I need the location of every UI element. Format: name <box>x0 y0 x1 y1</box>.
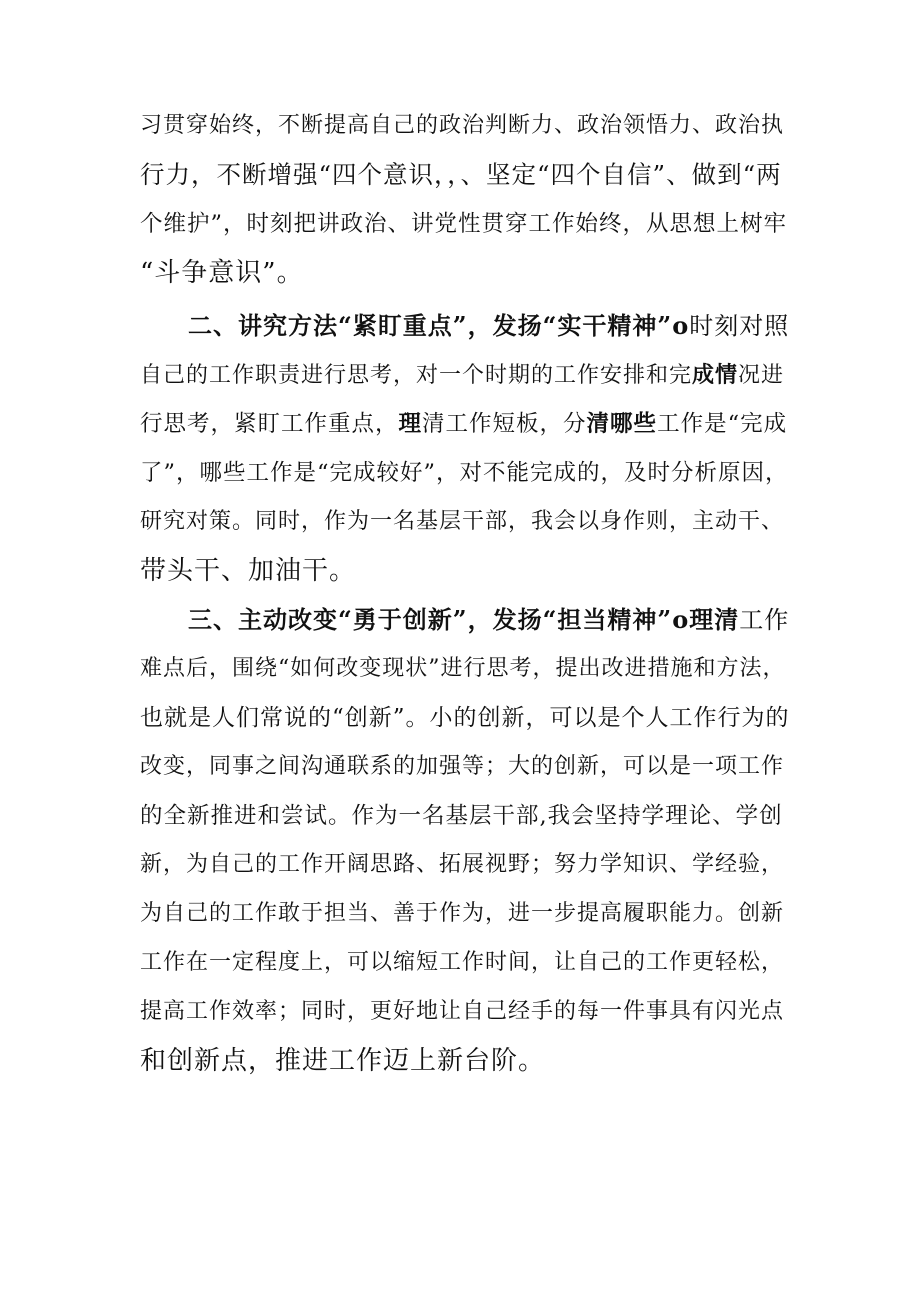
paragraph-2-line-3 <box>140 404 787 444</box>
text-run: 也就是人们常说的“创新”。小的创新，可以是个人工作行为的 <box>140 705 790 731</box>
paragraph-3-line-5 <box>140 796 783 836</box>
text-run: 清工作短板，分 <box>422 411 587 437</box>
text-run: 研究对策。同时，作为一名基层干部，我会以身作则，主动干、 <box>140 509 785 534</box>
text-run: 习贯穿始终，不断提高自己的政治判断力、政治领悟力、政治执 <box>140 113 785 138</box>
paragraph-3-line-7 <box>140 894 784 934</box>
section-heading-3: 三、主动改变“勇于创新”，发扬“担当精神”o <box>188 605 690 634</box>
paragraph-3-line-3 <box>140 698 790 738</box>
text-run: 和创新点，推进工作迈上新台阶。 <box>140 1046 546 1076</box>
text-run: 难点后，围绕“如何改变现状”进行思考，提出改进措施和方法， <box>140 656 786 681</box>
paragraph-3-line-2 <box>140 649 786 689</box>
paragraph-3-line-10 <box>140 1041 545 1081</box>
paragraph-3-line-9 <box>140 992 784 1032</box>
paragraph-2-line-2 <box>140 355 784 395</box>
text-run: 工作是“完成 <box>657 411 788 437</box>
text-run: 为自己的工作敢于担当、善于作为，进一步提高履职能力。创新 <box>140 901 785 926</box>
text-run-bold: 清哪些 <box>586 411 658 437</box>
paragraph-2-line-4 <box>140 453 789 493</box>
paragraph-1-line-2 <box>140 155 782 195</box>
text-run: 工作 <box>739 606 790 634</box>
text-run-bold: 理清 <box>689 605 740 634</box>
text-run: 改变，同事之间沟通联系的加强等；大的创新，可以是一项工作 <box>140 754 785 779</box>
text-run: 工作在一定程度上，可以缩短工作时间，让自己的工作更轻松， <box>140 950 785 975</box>
text-run: 新，为自己的工作开阔思路、拓展视野；努力学知识、学经验， <box>140 852 785 877</box>
paragraph-3-line-8 <box>140 943 784 983</box>
text-run: 的全新推进和尝试。作为一名基层干部,我会坚持学理论、学创 <box>140 803 783 829</box>
text-run-bold: 成情 <box>692 362 739 388</box>
text-run: 带头干、加油干。 <box>140 556 357 586</box>
text-run: 时刻对照 <box>689 312 790 340</box>
paragraph-1-line-3 <box>140 204 787 244</box>
text-run-bold: 理 <box>398 411 423 437</box>
text-run: “斗争意识”。 <box>140 258 304 288</box>
text-run: 提高工作效率；同时，更好地让自己经手的每一件事具有闪光点 <box>140 999 785 1024</box>
text-run: 行思考，紧盯工作重点， <box>140 411 399 437</box>
text-run: 况进 <box>738 363 785 388</box>
text-run: 了”，哪些工作是“完成较好”，对不能完成的，及时分析原因， <box>140 460 789 486</box>
text-run: 自己的工作职责进行思考，对一个时期的工作安排和完 <box>140 363 693 388</box>
text-run: 行力，不断增强“四个意识，，、坚定“四个自信”、做到“两 <box>140 160 782 189</box>
paragraph-3-line-1 <box>188 600 789 640</box>
text-run: 个维护”，时刻把讲政治、讲党性贯穿工作始终，从思想上树牢 <box>140 211 788 237</box>
paragraph-1-line-4 <box>140 253 304 293</box>
section-heading-2: 二、讲究方法“紧盯重点”，发扬“实干精神”o <box>188 311 690 340</box>
paragraph-2-line-6 <box>140 551 356 591</box>
paragraph-2-line-1 <box>188 306 789 346</box>
paragraph-3-line-6 <box>140 845 784 885</box>
paragraph-3-line-4 <box>140 747 784 787</box>
paragraph-2-line-5 <box>140 502 784 542</box>
paragraph-1-line-1 <box>140 106 784 146</box>
